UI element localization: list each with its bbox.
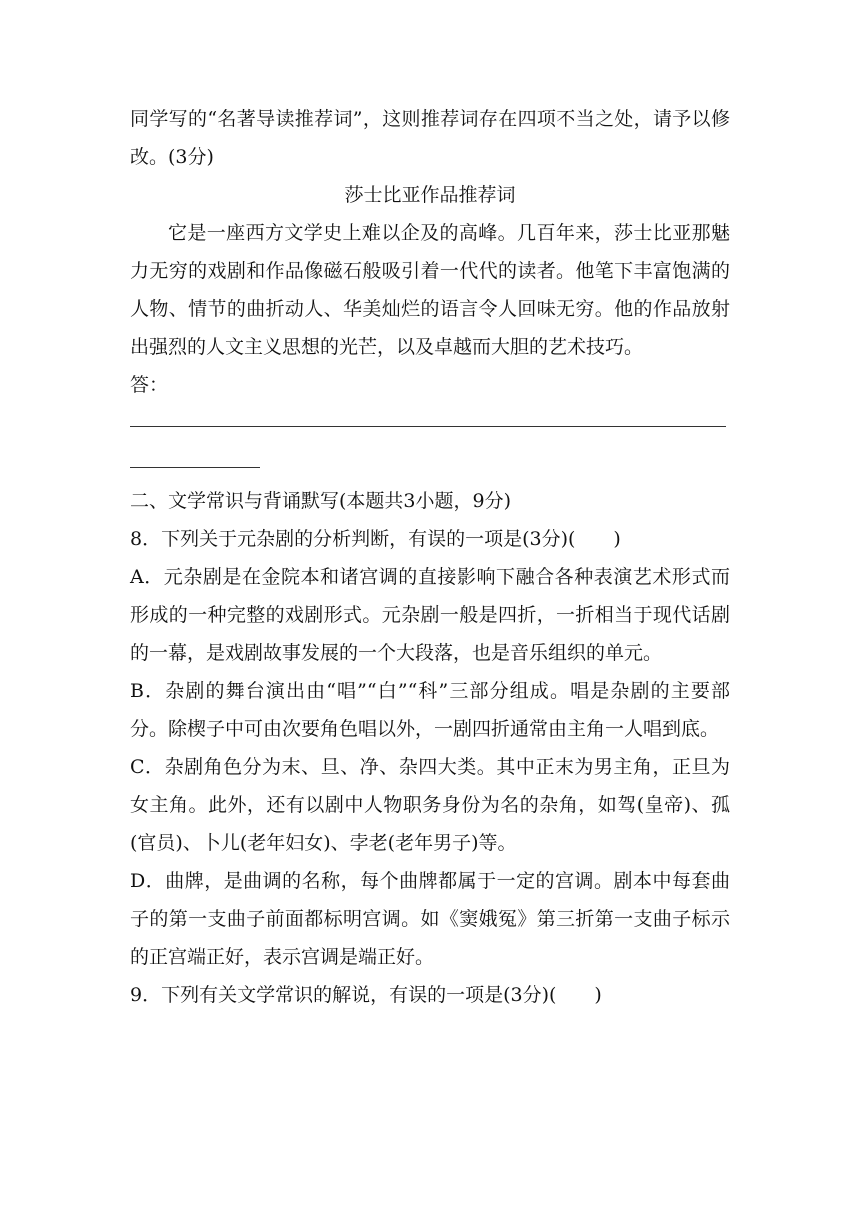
page-content [130,100,730,1014]
recommendation-title: 莎士比亚作品推荐词 [344,184,516,206]
answer-label: 答： [130,374,169,396]
answer-line-continuation[interactable] [130,467,260,468]
question-8-stem: 8．下列关于元杂剧的分析判断，有误的一项是(3分)( ) [130,528,621,550]
question-8-option-a[interactable]: A．元杂剧是在金院本和诸宫调的直接影响下融合各种表演艺术形式而形成的一种完整的戏剧形式。元杂剧一般是四折，一折相当于现代话剧的一幕，是戏剧故事发展的一个大段落，也是音乐组织的单元。 [130,566,730,664]
intro-paragraph: 同学写的“名著导读推荐词”，这则推荐词存在四项不当之处，请予以修改。(3分) [130,108,730,168]
recommendation-body: 它是一座西方文学史上难以企及的高峰。几百年来，莎士比亚那魅力无穷的戏剧和作品像磁石般吸引着一代代的读者。他笔下丰富饱满的人物、情节的曲折动人、华美灿烂的语言令人回味无穷。他的作品放射出强烈的人文主义思想的光芒，以及卓越而大胆的艺术技巧。 [130,222,730,358]
answer-line[interactable] [130,426,726,427]
question-8-option-d[interactable]: D．曲牌，是曲调的名称，每个曲牌都属于一定的宫调。剧本中每套曲子的第一支曲子前面都标明宫调。如《窦娥冤》第三折第一支曲子标示的正宫端正好，表示宫调是端正好。 [130,870,730,968]
question-8-option-c[interactable]: C．杂剧角色分为末、旦、净、杂四大类。其中正末为男主角，正旦为女主角。此外，还有以剧中人物职务身份为名的杂角，如驾(皇帝)、孤(官员)、卜儿(老年妇女)、孛老(老年男子)等。 [130,756,730,854]
section-2-title: 二、文学常识与背诵默写(本题共3小题，9分) [130,490,512,512]
question-9-stem: 9．下列有关文学常识的解说，有误的一项是(3分)( ) [130,984,602,1006]
question-8-option-b[interactable]: B．杂剧的舞台演出由“唱”“白”“科”三部分组成。唱是杂剧的主要部分。除楔子中可由次要角色唱以外，一剧四折通常由主角一人唱到底。 [130,680,730,740]
